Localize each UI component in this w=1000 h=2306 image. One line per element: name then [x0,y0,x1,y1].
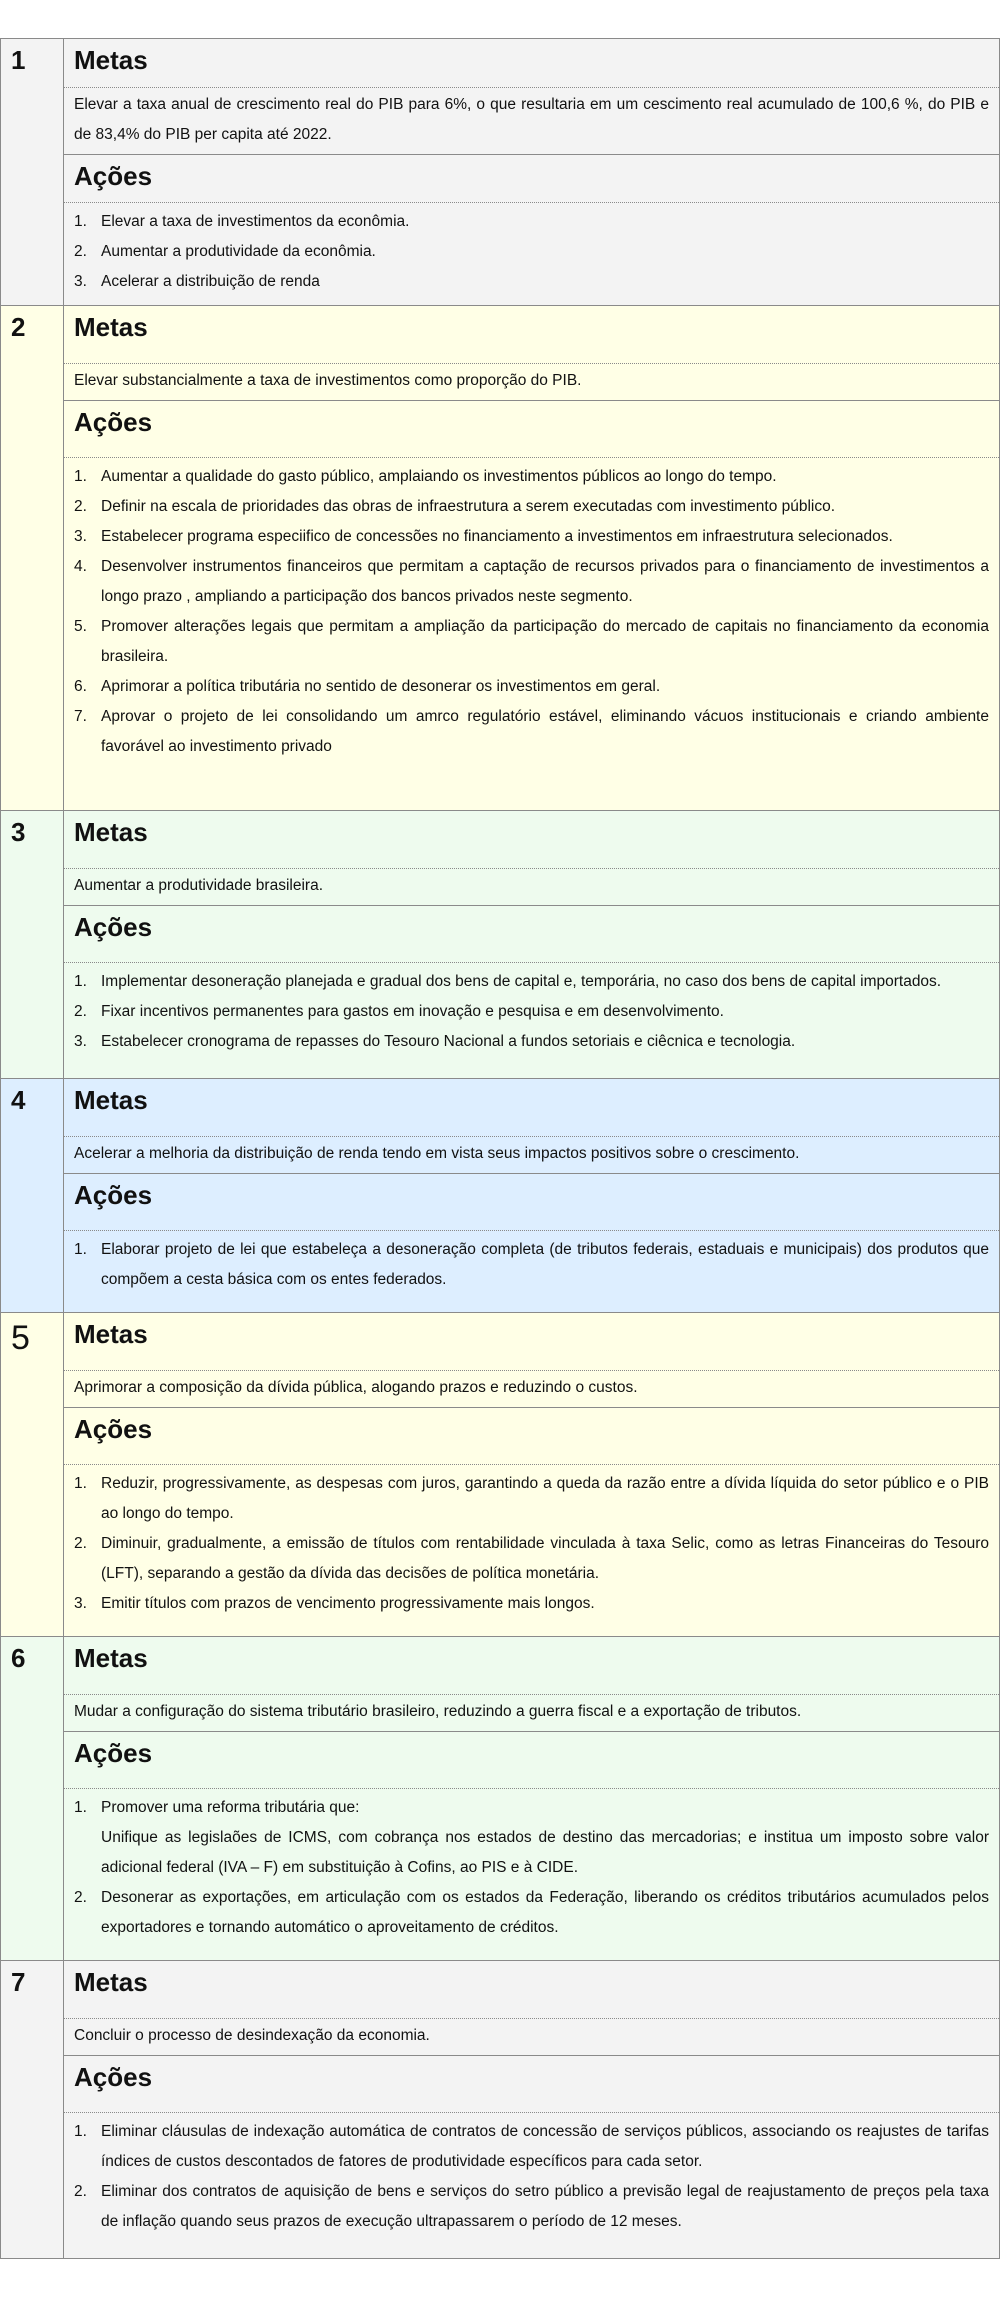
action-text: Fixar incentivos permanentes para gastos em inovação e pesquisa e em desenvolvimento. [101,1003,724,1021]
action-number: 6. [74,678,87,695]
action-number: 1. [74,973,87,991]
action-list [64,203,999,305]
action-number: 4. [74,558,87,575]
action-number: 5. [74,618,87,635]
action-item [74,1883,989,1943]
action-text: Promover uma reforma tributária que: [101,1799,360,1817]
action-number: 2. [74,498,87,515]
action-text: Reduzir, progressivamente, as despesas com juros, garantindo a queda da razão entre a dívida líquida do setor público e o PIB ao longo do tempo. [101,1475,989,1523]
section-number: 5 [1,1313,64,1636]
section-body [64,306,999,810]
action-text: Elaborar projeto de lei que estabeleça a desoneração completa (de tributos federais, estaduais e municipais) dos produtos que compõem a cesta básica com os entes federados. [101,1241,989,1289]
goal-text: Elevar a taxa anual de crescimento real do PIB para 6%, o que resultaria em um cescimento real acumulado de 100,6 %, do PIB e de 83,4% do PIB per capita até 2022. [74,95,989,143]
acoes-heading: Ações [64,2055,999,2113]
action-list [64,963,999,1065]
action-item [74,267,989,297]
acoes-heading: Ações [64,1407,999,1465]
action-number: 1. [74,1475,87,1493]
action-text: Aprovar o projeto de lei consolidando um amrco regulatório estável, eliminando vácuos institucionais e criando ambiente favorável ao investimento privado [101,708,989,755]
action-text: Promover alterações legais que permitam a ampliação da participação do mercado de capitais no financiamento da economia brasileira. [101,618,989,665]
action-text: Diminuir, gradualmente, a emissão de títulos com rentabilidade vinculada à taxa Selic, como as letras Financeiras do Tesouro (LFT), separando a gestão da dívida das decisões de política monetária. [101,1535,989,1583]
section-number: 6 [1,1637,64,1960]
action-list [64,1789,999,1951]
section-body [64,811,999,1078]
action-text: Estabelecer cronograma de repasses do Tesouro Nacional a fundos setoriais e ciêcnica e tecnologia. [101,1033,796,1051]
document-table [0,39,1000,2259]
action-number: 1. [74,468,87,485]
metas-heading: Metas [64,1079,999,1137]
section-1 [0,38,1000,306]
action-number: 1. [74,1241,87,1259]
acoes-heading: Ações [64,1173,999,1231]
action-item [74,462,989,492]
acoes-heading: Ações [64,1731,999,1789]
action-number: 3. [74,528,87,545]
action-text: Aprimorar a política tributária no sentido de desonerar os investimentos em geral. [101,678,661,695]
action-item [74,2117,989,2177]
goal-text: Acelerar a melhoria da distribuição de renda tendo em vista seus impactos positivos sobre o crescimento. [74,1145,800,1163]
action-subtext: Unifique as legislaões de ICMS, com cobrança nos estados de destino das mercadorias; e institua um imposto sobre valor adicional federal (IVA – F) em substituição à Cofins, ao PIS e à CIDE. [101,1829,989,1877]
action-number: 1. [74,1799,87,1817]
action-item [74,1529,989,1589]
metas-heading: Metas [64,39,999,88]
section-5 [0,1312,1000,1637]
section-body [64,1637,999,1960]
action-number: 2. [74,2183,87,2201]
action-item [74,1469,989,1529]
section-body [64,1079,999,1312]
action-number: 3. [74,1033,87,1051]
metas-heading: Metas [64,1313,999,1371]
action-text: Desenvolver instrumentos financeiros que permitam a captação de recursos privados para o financiamento de investimentos a longo prazo , ampliando a participação dos bancos privados neste segmento. [101,558,989,605]
metas-heading: Metas [64,811,999,869]
acoes-heading: Ações [64,154,999,203]
action-item [74,2177,989,2237]
section-number: 7 [1,1961,64,2258]
action-list [64,1465,999,1627]
action-item [74,552,989,612]
action-number: 2. [74,1535,87,1553]
action-item [74,492,989,522]
action-item [74,1027,989,1057]
action-text: Aumentar a qualidade do gasto público, amplaiando os investimentos públicos ao longo do tempo. [101,468,777,485]
action-number: 3. [74,1595,87,1613]
section-body [64,39,999,305]
goal-text: Mudar a configuração do sistema tributário brasileiro, reduzindo a guerra fiscal e a exportação de tributos. [74,1703,802,1721]
metas-heading: Metas [64,1637,999,1695]
action-number: 1. [74,213,87,230]
section-number: 4 [1,1079,64,1312]
action-item [74,1235,989,1295]
action-number: 1. [74,2123,87,2141]
action-item [74,702,989,762]
section-3 [0,810,1000,1079]
action-text: Estabelecer programa especiifico de concessões no financiamento a investimentos em infraestrutura selecionados. [101,528,893,545]
action-item [74,1793,989,1883]
section-number: 3 [1,811,64,1078]
action-number: 2. [74,1003,87,1021]
action-number: 3. [74,273,87,290]
section-number: 1 [1,39,64,305]
action-number: 2. [74,1889,87,1907]
section-7 [0,1960,1000,2259]
acoes-heading: Ações [64,905,999,963]
action-text: Eliminar cláusulas de indexação automática de contratos de concessão de serviços públicos, associando os reajustes de tarifas índices de custos descontados de fatores de produtividade específicos para cada setor. [101,2123,989,2171]
action-list [64,2113,999,2245]
action-text: Emitir títulos com prazos de vencimento progressivamente mais longos. [101,1595,595,1613]
action-item [74,967,989,997]
section-6 [0,1636,1000,1961]
action-list [64,1231,999,1303]
goal-text: Aprimorar a composição da dívida pública, alogando prazos e reduzindo o custos. [74,1379,638,1397]
action-text: Eliminar dos contratos de aquisição de bens e serviços do setro público a previsão legal de reajustamento de preços pela taxa de inflação quando seus prazos de execução ultrapassarem o período de 12 meses. [101,2183,989,2231]
action-text: Implementar desoneração planejada e gradual dos bens de capital e, temporária, no caso dos bens de capital importados. [101,973,942,991]
goal-text: Elevar substancialmente a taxa de investimentos como proporção do PIB. [74,372,582,389]
goal-text: Concluir o processo de desindexação da economia. [74,2027,430,2045]
action-item [74,997,989,1027]
action-item [74,1589,989,1619]
action-item [74,522,989,552]
action-item [74,207,989,237]
action-text: Elevar a taxa de investimentos da econômia. [101,213,410,230]
metas-heading: Metas [64,1961,999,2019]
metas-heading: Metas [64,306,999,364]
action-text: Aumentar a produtividade da econômia. [101,243,376,260]
section-number: 2 [1,306,64,810]
section-4 [0,1078,1000,1313]
action-list [64,458,999,770]
section-body [64,1961,999,2258]
action-item [74,672,989,702]
action-item [74,237,989,267]
action-text: Acelerar a distribuição de renda [101,273,320,290]
section-body [64,1313,999,1636]
acoes-heading: Ações [64,400,999,458]
action-text: Definir na escala de prioridades das obras de infraestrutura a serem executadas com investimento público. [101,498,836,515]
action-number: 2. [74,243,87,260]
goal-text: Aumentar a produtividade brasileira. [74,877,323,895]
action-text: Desonerar as exportações, em articulação com os estados da Federação, liberando os créditos tributários acumulados pelos exportadores e tornando automático o aproveitamento de créditos. [101,1889,989,1937]
action-item [74,612,989,672]
action-number: 7. [74,708,87,725]
section-2 [0,305,1000,811]
